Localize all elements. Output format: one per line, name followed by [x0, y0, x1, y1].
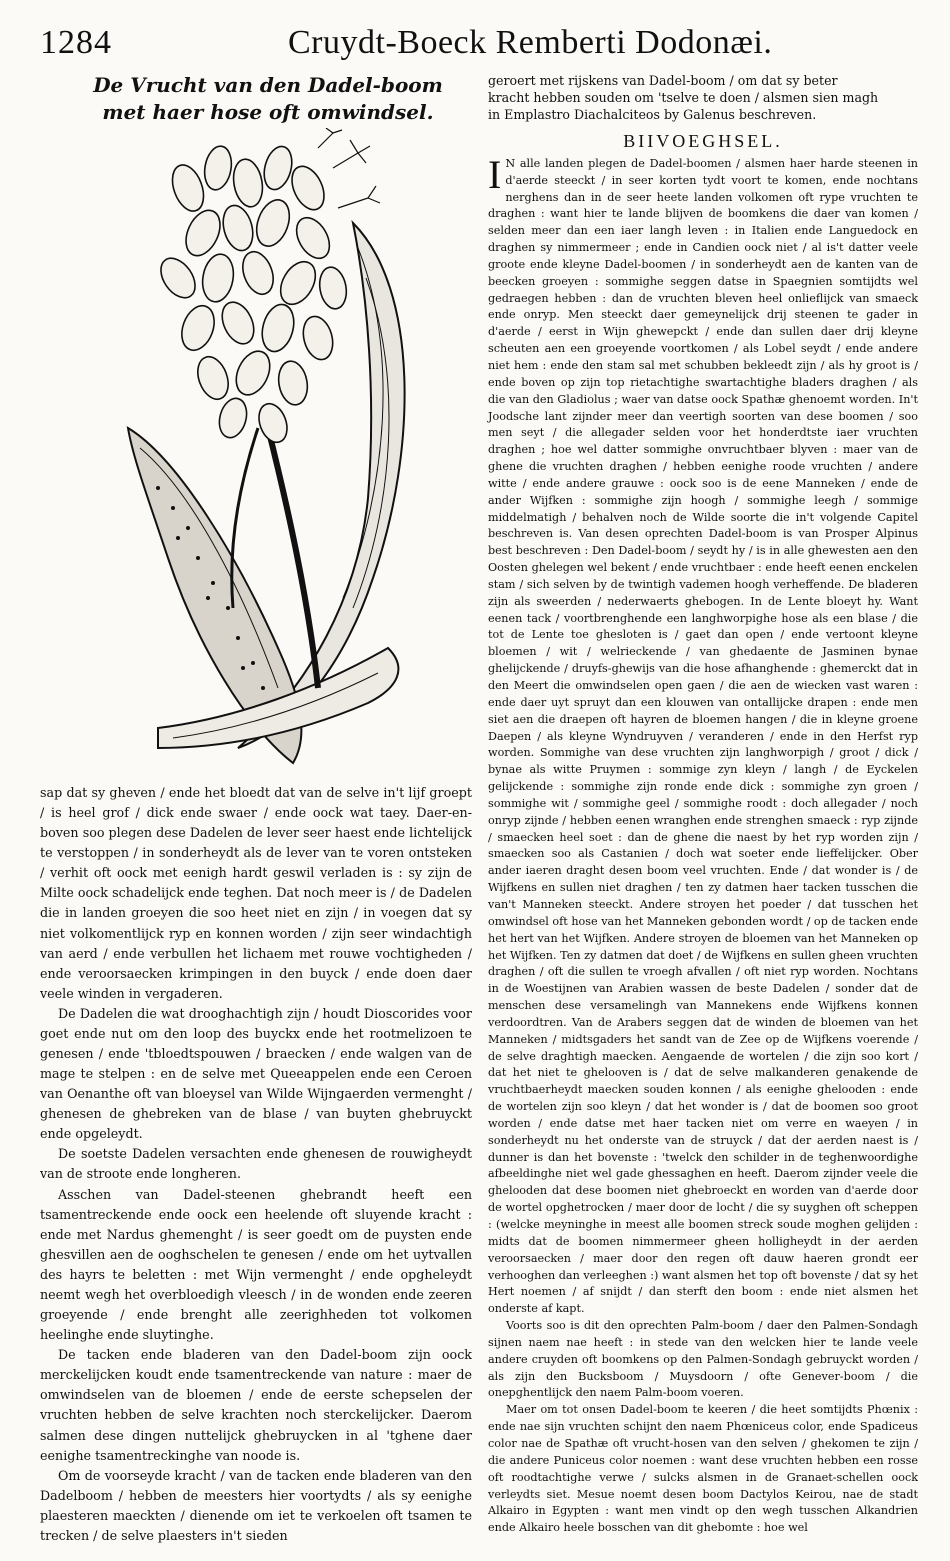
right-intro-line-3: in Emplastro Diachalciteos by Galenus beschreven. [488, 107, 817, 122]
right-intro-line-1: geroert met rijskens van Dadel-boom / om dat sy beter [488, 73, 838, 88]
left-paragraph-5: De tacken ende bladeren van den Dadel-boom zijn oock merckelijcken koudt ende tsamentreckende van nature : maer de omwindselen van de bloemen / ende de eerste schepselen der vruchten hebben de selve krachten noch sterckelijcker. Daerom salmen dese dingen nuttelijck ghebruycken in al 'tghene daer eenighe tsamentreckinghe van noode is. [40, 1347, 472, 1463]
right-paragraph-1 [488, 151, 918, 1318]
right-paragraph-1-text: N alle landen plegen de Dadel-boomen / alsmen haer harde steenen in d'aerde steeckt / in seer korten tydt voort te komen, ende nochtans nerghens dan in de seer heete landen volkomen oft rype vruchten te draghen : want hier te lande blijven de boomkens die daer van komen / selden meer dan een iaer langh leven : in Italien ende Languedock en draghen sy nimmermeer ; ende in Candien oock niet / al is't datter veele groote ende kleyne Dadel-boomen / in sonderheydt aen de kanten van de beecken groeyen : sommighe seggen datse in Spaegnien somtijdts wel gedraegen hebben : dan de vruchten bleven heel onlieflijck van smaeck ende onryp. Men steeckt daer gemeynelijck drij steenen te gader in d'aerde / eerst in Wijn ghewepckt / ende dan sullen daer drij kleyne scheuten aen een groeyende voortkomen / als Lobel seydt / ende andere niet hem : ende den stam sal met schubben bekleedt zijn / als hy groot is / ende boven op zijn top rietachtighe swartachtighe bladers draghen / als die van den Gladiolus ; waer van datse oock Spathæ ghenoemt worden. In't Joodsche lant zijnder meer dan veertigh soorten van dese boomen / soo men seyt / die allegader selden voor het honderdtste iaer vruchten draghen ; hoe wel datter sommighe onvruchtbaer blyven : maer van de ghene die vruchten draghen / hebben eenighe roode vruchten / andere witte / ende andere grauwe : oock soo is de eene Manneken / ende de ander Wijfken : sommighe zijn hoogh / sommighe leegh / sommige middelmatigh / behalven noch de Wilde soorte die in't volgende Capitel beschreven is. Van desen oprechten Dadel-boom is van Prosper Alpinus best beschreven : Den Dadel-boom / seydt hy / is in alle ghewesten aen den Oosten ghelegen wel bekent / ende vruchtbaer : ende heeft eenen enckelen stam / sich selven by de twintigh vademen hoogh verheffende. De bladeren zijn als sweerden / nederwaerts ghebogen. In de Lente bloeyt hy. Want eenen tack / voortbrenghende een langhworpighe hose als een blase / die tot de Lente toe ghesloten is / gaet dan open / ende vertoont kleyne bloemen / wit / welrieckende / van ghedaente de Jasminen bynae ghelijckende / druyfs-ghewijs van die hose afhanghende : ghemerckt dat in den Meert die omwindselen open gaen / die aen de wiecken vast waren : ende daer uyt spruyt dan een klouwen van ontallijcke drapen : ende men siet aen die draepen oft hayren de bloemen hangen / die in kleyne groene Daepen / als kleyne Wyndruyven / veranderen / ende in den Herfst ryp worden. Sommighe van dese vruchten zijn langhworpigh / groot / dick / bynae als witte Pruymen : sommige zyn kleyn / langh / de Eyckelen gelijckende : sommighe zijn ronde ende dick : sommighe zyn groen / sommighe wit / sommighe geel / sommighe roodt : doch allegader / noch onryp zijnde / hebben eenen wranghen ende strenghen smaeck : ryp zijnde / smaecken heel soet : dan de ghene die naest by het ryp worden zijn / smaecken soo als Castanien / doch wat soeter ende lieffelijcker. Ober ander iaeren draght desen boom veel vruchten. Ende / dat wonder is / de Wijfkens en sullen niet draghen / ten zy datmen haer tacken tusschen die van't Manneken steeckt. Andere stroyen het poeder / dat tusschen het omwindsel oft hose van het Manneken gebonden wordt / op de tacken ende het hert van het Wijfken. Andere stroyen de bloemen van het Manneken op het Wijfken. Ten zy datmen dat doet / de Wijfkens en sullen gheen vruchten draghen / oft die sullen te vroegh afvallen / oft niet ryp worden. Nochtans in de Woestijnen van Arabien wassen de beste Dadelen / sonder dat de menschen dese versamelingh van Mannekens ende Wijfkens konnen verdoordtren. Van de Arabers seggen dat de winden de bloemen van het Manneken / midtsgaders het sandt van de Zee op de Wijfkens voerende / de selve draghtigh maecken. Aengaende de wortelen / die zijn soo kort / dat het niet te ghelooven is / dat de selve malkanderen genakende de vruchtbaerheydt maecken souden konnen / als eenighe ghelooden : ende de wortelen zijn soo kleyn / dat het wonder is / dat de boomen soo groot worden / ende datse met haer tacken niet om verre en waeyen / in sonderheydt nu het onderste van de struyck / dat der aerden naest is / dunner is dan het bovenste : 'twelck den schilder in de teghenwoordighe afbeeldinghe niet wel gade ghessaghen en heeft. Daerom zijnder veele die ghelooden dat dese boomen niet ghebroeckt en worden van d'aerde door de wortel opghetrocken / maer door de locht / die sy suyghen oft scheppen : (welcke meyninghe in meest alle boomen streck soude moghen gelijden : midts dat de boomen nimmermeer gheen holligheydt in der aerden veroorsaecken / maer door den regen oft dauw haeren grondt eer verhooghen dan verleeghen :) want alsmen het top oft bovenste / dat sy het Hert noemen / af snijdt / dan sterft den boom : ende niet alsmen het onderste af kapt. [488, 156, 918, 1316]
figure-caption-line-2: met haer hose oft omwindsel. [102, 100, 434, 124]
section-heading: BIIVOEGHSEL. [623, 131, 783, 151]
left-paragraph-4: Asschen van Dadel-steenen ghebrandt heeft een tsamentreckende ende oock een heelende oft sluyende kracht : ende met Nardus ghemenght / is seer goedt om de puysten ende ghesvillen aen de ooghschelen te genesen / ende om het uytvallen des hayrs te beletten : met Wijn vermenght / ende opgheleydt neemt wegh het overbloedigh vleesch / in de wonden ende zeeren groeyende / ende brenght alle zeerighheden tot volkomen heelinghe ende sluytinghe. [40, 1186, 472, 1343]
running-title: Cruydt-Boeck Remberti Dodonæi. [288, 24, 773, 61]
left-paragraph-1: sap dat sy gheven / ende het bloedt dat van de selve in't lijf groept / is heel grof / dick ende swaer / ende oock wat taey. Daer-en-boven soo plegen dese Dadelen de lever seer haest ende lichtelijck te verstoppen / in sonderheydt als de lever van te voren ontsteken / verhit oft oock met eenigh hardt geswil verladen is : sy zijn de Milte oock schadelijck ende teghen. Dat noch meer is / de Dadelen die in landen groeyen die soo heet niet en zijn / in voegen dat sy niet volkomentlijck ryp en konnen worden / zijn seer windachtigh van aerd / ende verbullen het lichaem met rouwe vochtigheden / ende veroorsaecken krimpingen in den buyck / ende doen daer veele winden in vergaderen. [40, 785, 472, 1001]
left-paragraph-6: Om de voorseyde kracht / van de tacken ende bladeren van den Dadelboom / hebben de meesters hier voortydts / als sy eenighe plaesteren maeckten / dienende om iet te verkoelen oft tsamen te trecken / de selve plaesters in't sieden [40, 1467, 472, 1543]
date-palm-woodcut-illustration [118, 128, 488, 768]
figure-caption-line-1: De Vrucht van den Dadel-boom [93, 73, 443, 97]
page-number: 1284 [40, 24, 112, 61]
left-paragraph-3: De soetste Dadelen versachten ende ghenesen de rouwigheydt van de stroote ende longheren. [40, 1146, 472, 1182]
right-paragraph-3: Maer om tot onsen Dadel-boom te keeren / die heet somtijdts Phœnix : ende nae sijn vruchten schijnt den naem Phœniceus color, ende Spadiceus color nae de Spathæ oft vrucht-hosen van den selven / ghekomen te zijn / die andere Puniceus color noemen : want dese vruchten hebben een rosse oft roodtachtighe verwe / sulcks alsmen in de Granaet-schellen oock verleydts siet. Mesue noemt desen boom Dactylos Keirou, nae de stadt Alkairo in Egypten : want men vindt op den wegh tusschen Alkandrien ende Alkairo heele bosschen van dit ghebomte : hoe wel [488, 1403, 918, 1535]
drop-cap: I [488, 151, 502, 197]
right-paragraph-2: Voorts soo is dit den oprechten Palm-boom / daer den Palmen-Sondagh sijnen naem nae heeft : in stede van den welcken hier te lande veele andere cruyden oft boomkens op den Palmen-Sondagh gebruyckt worden / als zijn den Bucksboom / Muysdoorn / ofte Genever-boom / die onepghentlijck den naem Palm-boom voeren. [488, 1319, 918, 1400]
left-paragraph-2: De Dadelen die wat drooghachtigh zijn / houdt Dioscorides voor goet ende nut om den loop des buyckx ende het rootmelizoen te genesen / ende 'tbloedtspouwen / braecken / ende walgen van de mage te stelpen : en de selve met Queeappelen ende een Ceroen van Oenanthe oft van bloeysel van Wilde Wijngaerden vermenght / ghenesen de ghebreken van de blase / van buyten ghebruyckt ende opgeleydt. [40, 1005, 472, 1142]
right-column-text [488, 72, 918, 1537]
running-head [40, 22, 920, 66]
figure-caption [78, 72, 458, 126]
right-intro-line-2: kracht hebben souden om 'tselve te doen / alsmen sien magh [488, 90, 879, 105]
left-column-text [40, 783, 472, 1546]
